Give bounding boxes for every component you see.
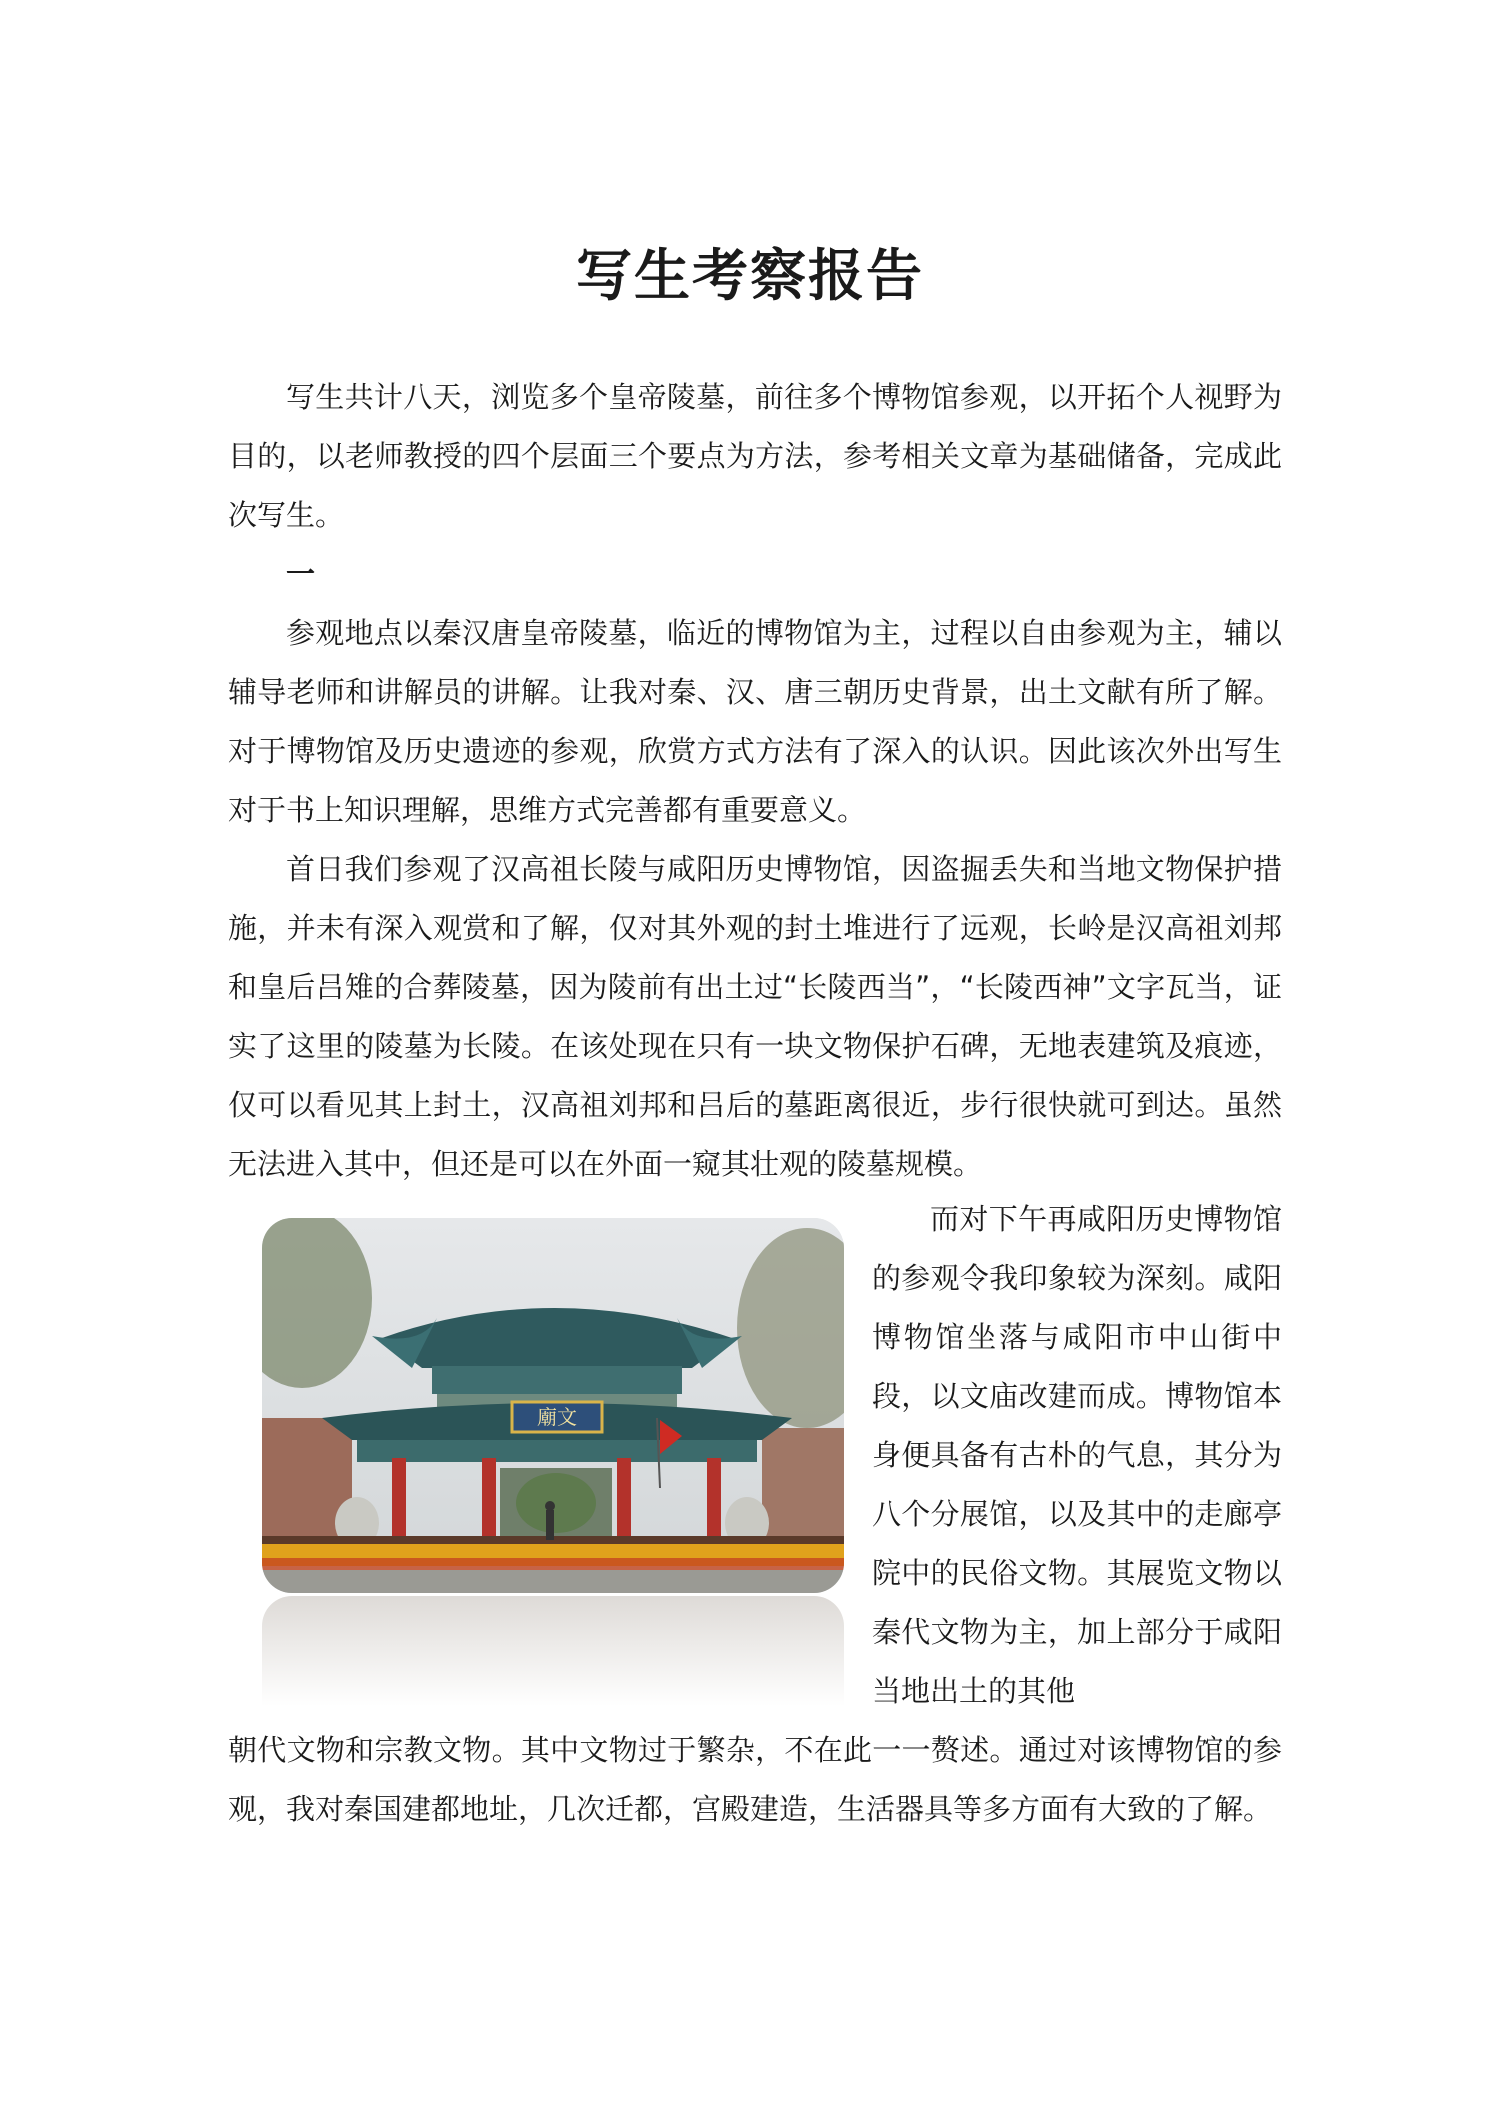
temple-gate-illustration	[262, 1218, 844, 1593]
section-number: 一	[286, 557, 316, 591]
paragraph-3-rest: 朝代文物和宗教文物。其中文物过于繁杂，不在此一一赘述。通过对该博物馆的参观，我对秦国建都地址，几次迁都，宫殿建造，生活器具等多方面有大致的了解。	[228, 1733, 1282, 1826]
temple-gate-image	[262, 1218, 844, 1593]
paragraph-2: 首日我们参观了汉高祖长陵与咸阳历史博物馆，因盗掘丢失和当地文物保护措施，并未有深入观赏和了解，仅对其外观的封土堆进行了远观，长岭是汉高祖刘邦和皇后吕雉的合葬陵墓，因为陵前有出土过“长陵西当”，“长陵西神”文字瓦当，证实了这里的陵墓为长陵。在该处现在只有一块文物保护石碑，无地表建筑及痕迹，仅可以看见其上封土，汉高祖刘邦和吕后的墓距离很近，步行很快就可到达。虽然无法进入其中，但还是可以在外面一窥其壮观的陵墓规模。	[228, 852, 1282, 1181]
intro-block	[228, 368, 1282, 545]
paragraph-3-wrapped	[872, 1190, 1282, 1721]
report-title: 写生考察报告	[576, 244, 924, 309]
museum-photo	[262, 1218, 844, 1593]
paragraph-3-side: 而对下午再咸阳历史博物馆的参观令我印象较为深刻。咸阳博物馆坐落与咸阳市中山街中段，以文庙改建而成。博物馆本身便具备有古朴的气息，其分为八个分展馆，以及其中的走廊亭院中的民俗文物。其展览文物以秦代文物为主，加上部分于咸阳当地出土的其他	[872, 1202, 1282, 1708]
photo-reflection	[262, 1596, 844, 1706]
paragraph-3-continued	[228, 1721, 1282, 1839]
sign-text: 廟文	[537, 1405, 577, 1429]
intro-paragraph: 写生共计八天，浏览多个皇帝陵墓，前往多个博物馆参观，以开拓个人视野为目的，以老师教授的四个层面三个要点为方法，参考相关文章为基础储备，完成此次写生。	[228, 380, 1282, 532]
paragraph-1: 参观地点以秦汉唐皇帝陵墓，临近的博物馆为主，过程以自由参观为主，辅以辅导老师和讲解员的讲解。让我对秦、汉、唐三朝历史背景，出土文献有所了解。对于博物馆及历史遗迹的参观，欣赏方式方法有了深入的认识。因此该次外出写生对于书上知识理解，思维方式完善都有重要意义。	[228, 616, 1282, 827]
section-one	[228, 545, 1282, 1194]
